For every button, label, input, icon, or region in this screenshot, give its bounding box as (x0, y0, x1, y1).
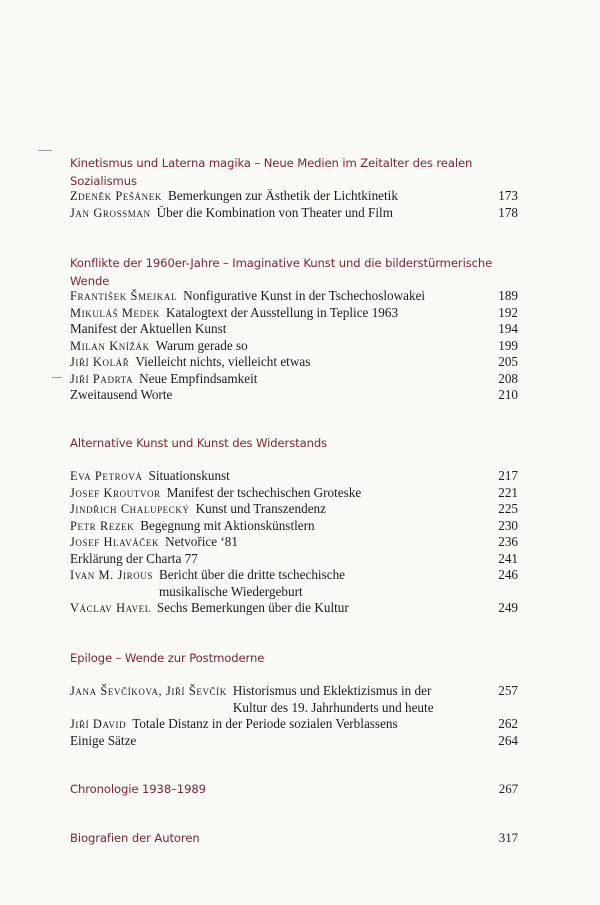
page-number: 267 (498, 781, 518, 796)
toc-entry (70, 188, 518, 205)
entry-title-line: Begegnung mit Aktionskünstlern (140, 517, 315, 533)
entry-list (70, 188, 518, 221)
toc-entry (70, 485, 518, 502)
section-heading (70, 649, 518, 667)
toc-entry (70, 354, 518, 371)
section-heading-text: Konflikte der 1960er-Jahre – Imaginative Kunst und die bilderstürmerische Wende (70, 256, 493, 288)
entry-list (70, 683, 518, 749)
entry-title (168, 188, 478, 205)
toc-entry (70, 501, 518, 518)
entry-list (70, 288, 518, 404)
section-heading (70, 254, 518, 288)
entry-title (149, 468, 479, 485)
entry-title (165, 534, 478, 551)
toc-entry (70, 534, 518, 551)
entry-author: Zdeněk Pešánek (70, 189, 162, 203)
entry-title-line: Zweitausend Worte (70, 387, 173, 402)
entry-title-line: Über die Kombination von Theater und Film (156, 204, 393, 220)
page-number: 192 (498, 304, 518, 320)
page-number: 210 (498, 387, 518, 402)
section-heading (70, 829, 518, 847)
toc-entry (70, 567, 518, 600)
page-number: 205 (498, 354, 518, 369)
entry-title-line: Netvořice ‘81 (165, 534, 238, 549)
page-number: 225 (498, 501, 518, 516)
toc-entry (70, 683, 518, 716)
entry-title-line: Situationskunst (148, 468, 230, 483)
section-heading (70, 780, 518, 798)
entry-title-line: Totale Distanz in der Periode sozialen Verblassens (132, 716, 398, 731)
entry-title (183, 288, 478, 305)
page-number: 230 (498, 517, 518, 533)
entry-title (167, 485, 478, 502)
section-heading-text: Kinetismus und Laterna magika – Neue Medien im Zeitalter des realen Sozialismus (70, 156, 473, 188)
entry-title-line: Historismus und Eklektizismus in der (232, 683, 432, 698)
toc-section (70, 254, 518, 404)
section-heading-text: Biografien der Autoren (70, 831, 200, 845)
section-heading (70, 434, 518, 452)
entry-title (159, 567, 478, 600)
entry-author: František Šmejkal (70, 289, 178, 303)
toc-entry (70, 338, 518, 355)
toc-section (70, 649, 518, 749)
section-heading-text: Alternative Kunst und Kunst des Widerstands (70, 436, 328, 450)
entry-author: Milan Knížák (70, 338, 150, 353)
entry-title-line: Katalogtext der Ausstellung in Teplice 1963 (165, 304, 399, 320)
page-number: 199 (498, 337, 518, 353)
page-number: 264 (498, 732, 518, 748)
section-heading-text: Epiloge – Wende zur Postmoderne (70, 651, 265, 665)
page-number: 236 (498, 534, 518, 549)
entry-title (132, 716, 478, 733)
entry-author: Jana Ševčíkova, Jiří Ševčík (70, 684, 227, 698)
entry-title-line: Neue Empfindsamkeit (139, 370, 258, 386)
page-number: 317 (498, 830, 518, 845)
entry-title (70, 321, 478, 338)
page-number: 241 (498, 550, 518, 566)
toc-entry (70, 321, 518, 338)
scan-mark (38, 150, 52, 151)
entry-title (233, 683, 478, 716)
page-number: 246 (498, 567, 518, 582)
entry-title (140, 518, 478, 535)
entry-title-line: Vielleicht nichts, vielleicht etwas (135, 354, 311, 369)
page-number: 189 (498, 288, 518, 303)
entry-title-line: Kultur des 19. Jahrhunderts und heute (232, 699, 434, 715)
entry-author: Ivan M. Jirous (70, 568, 154, 582)
entry-title (157, 205, 478, 222)
entry-title-line: Nonfigurative Kunst in der Tschechoslowakei (183, 288, 426, 303)
toc-entry (70, 551, 518, 568)
entry-title (139, 371, 478, 388)
toc-entry (70, 733, 518, 750)
entry-title (70, 551, 478, 568)
entry-author: Josef Kroutvor (70, 485, 161, 500)
entry-author: Jiří Kolář (70, 355, 130, 369)
entry-author: Jan Grossman (70, 205, 151, 220)
entry-title (157, 600, 478, 617)
entry-title (196, 501, 478, 518)
entry-title-line: Kunst und Transzendenz (195, 501, 326, 516)
toc-entry (70, 387, 518, 404)
page-number: 194 (498, 321, 518, 336)
page-number: 221 (498, 484, 518, 500)
entry-title-line: musikalische Wiedergeburt (159, 583, 303, 599)
page-number: 173 (498, 188, 518, 203)
entry-title (166, 305, 478, 322)
toc-entry (70, 716, 518, 733)
entry-list (70, 468, 518, 617)
toc-entry (70, 288, 518, 305)
toc-entry (70, 468, 518, 485)
page-number: 208 (498, 370, 518, 386)
entry-author: Mikuláš Medek (70, 305, 160, 320)
entry-title (70, 733, 478, 750)
entry-author: Petr Rezek (70, 518, 135, 533)
scan-mark (52, 377, 62, 378)
toc-entry (70, 305, 518, 322)
page-number: 262 (498, 716, 518, 731)
entry-title-line: Bemerkungen zur Ästhetik der Lichtkinetik (167, 188, 398, 203)
entry-title-line: Einige Sätze (70, 732, 137, 748)
toc-entry (70, 600, 518, 617)
entry-title-line: Manifest der Aktuellen Kunst (70, 321, 227, 336)
entry-author: Jiří Padrta (70, 371, 134, 386)
entry-author: Václav Havel (70, 601, 151, 615)
entry-title-line: Bericht über die dritte tschechische (159, 567, 346, 582)
entry-title (70, 387, 478, 404)
entry-title-line: Warum gerade so (155, 337, 248, 353)
section-heading (70, 154, 518, 188)
entry-title (135, 354, 478, 371)
page-number: 257 (498, 683, 518, 698)
entry-author: Josef Hlaváček (70, 535, 160, 549)
entry-author: Jiří David (70, 717, 127, 731)
entry-title (156, 338, 478, 355)
toc-entry (70, 518, 518, 535)
page-number: 249 (498, 600, 518, 615)
entry-title-line: Erklärung der Charta 77 (70, 550, 198, 566)
entry-title-line: Sechs Bemerkungen über die Kultur (156, 600, 349, 615)
toc-entry (70, 371, 518, 388)
toc-section (70, 829, 518, 847)
entry-title-line: Manifest der tschechischen Groteske (166, 484, 362, 500)
toc-section (70, 434, 518, 617)
section-heading-text: Chronologie 1938–1989 (70, 782, 206, 796)
toc-entry (70, 205, 518, 222)
page-number: 217 (498, 468, 518, 483)
entry-author: Eva Petrová (70, 469, 143, 483)
entry-author: Jindřich Chalupecký (70, 502, 190, 516)
toc-section (70, 154, 518, 221)
page-number: 178 (498, 204, 518, 220)
toc-section (70, 780, 518, 798)
